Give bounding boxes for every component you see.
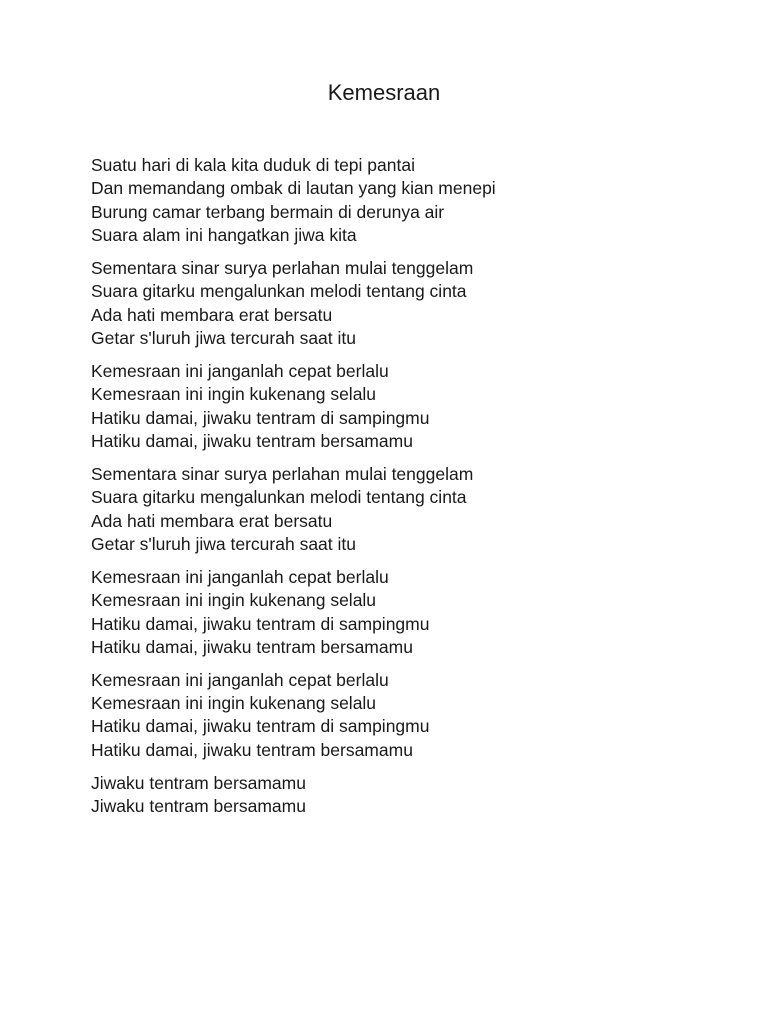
lyric-line: Hatiku damai, jiwaku tentram di sampingmu — [91, 407, 430, 428]
lyric-line: Kemesraan ini ingin kukenang selalu — [91, 384, 377, 405]
lyric-line: Kemesraan ini ingin kukenang selalu — [91, 590, 377, 611]
lyric-line: Getar s'luruh jiwa tercurah saat itu — [91, 533, 356, 554]
lyric-line: Jiwaku tentram bersamamu — [91, 772, 306, 793]
stanza-5 — [91, 566, 711, 660]
stanza-6 — [91, 669, 711, 763]
lyric-line: Suatu hari di kala kita duduk di tepi pantai — [91, 155, 415, 175]
lyrics-body — [91, 154, 711, 828]
page-title: Kemesraan — [327, 80, 441, 105]
lyric-line: Kemesraan ini janganlah cepat berlalu — [91, 669, 389, 690]
stanza-4 — [91, 463, 711, 557]
lyric-line: Hatiku damai, jiwaku tentram di sampingmu — [91, 613, 430, 634]
lyric-line: Hatiku damai, jiwaku tentram bersamamu — [91, 636, 413, 657]
lyric-line: Kemesraan ini ingin kukenang selalu — [91, 693, 377, 714]
stanza-3 — [91, 360, 711, 454]
lyric-line: Sementara sinar surya perlahan mulai tenggelam — [91, 463, 474, 484]
stanza-2 — [91, 257, 711, 351]
lyric-line: Burung camar terbang bermain di derunya air — [91, 201, 445, 222]
lyric-line: Sementara sinar surya perlahan mulai tenggelam — [91, 257, 474, 278]
lyric-line: Hatiku damai, jiwaku tentram bersamamu — [91, 739, 413, 760]
lyric-line: Ada hati membara erat bersatu — [91, 304, 333, 325]
lyric-line: Hatiku damai, jiwaku tentram bersamamu — [91, 431, 413, 452]
lyric-line: Kemesraan ini janganlah cepat berlalu — [91, 360, 389, 381]
lyric-line: Dan memandang ombak di lautan yang kian menepi — [91, 178, 496, 199]
lyric-line: Suara alam ini hangatkan jiwa kita — [91, 225, 357, 246]
lyric-line: Getar s'luruh jiwa tercurah saat itu — [91, 328, 356, 349]
lyric-line: Suara gitarku mengalunkan melodi tentang cinta — [91, 487, 467, 508]
lyric-line: Kemesraan ini janganlah cepat berlalu — [91, 566, 389, 587]
lyric-line: Ada hati membara erat bersatu — [91, 510, 333, 531]
lyric-line: Suara gitarku mengalunkan melodi tentang cinta — [91, 281, 467, 302]
lyric-line: Jiwaku tentram bersamamu — [91, 795, 306, 816]
stanza-7 — [91, 772, 711, 819]
lyric-line: Hatiku damai, jiwaku tentram di sampingmu — [91, 716, 430, 737]
stanza-1 — [91, 154, 711, 248]
